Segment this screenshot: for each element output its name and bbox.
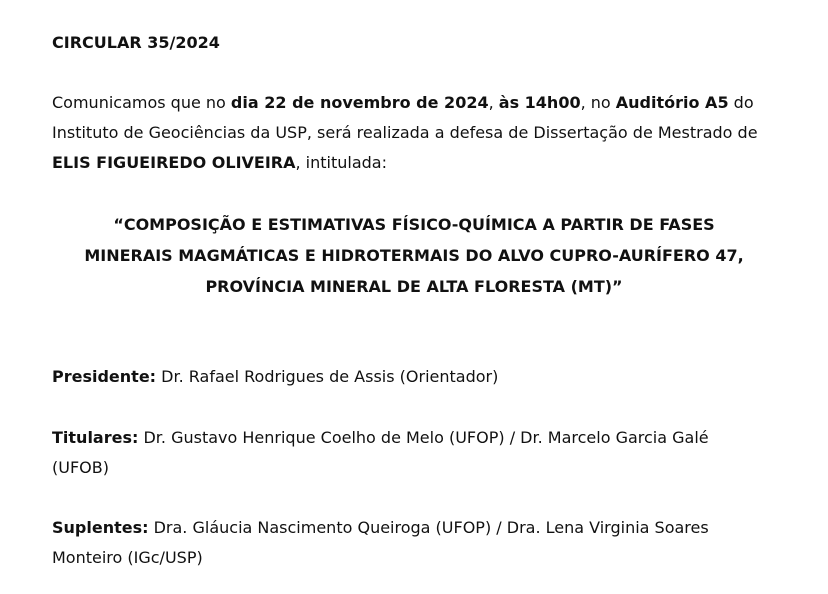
intro-text: , no	[580, 93, 616, 112]
suplentes-value-continued: Monteiro (IGc/USP)	[52, 548, 203, 567]
intro-line-1	[52, 88, 792, 118]
thesis-title-line-2: MINERAIS MAGMÁTICAS E HIDROTERMAIS DO ALVO CUPRO-AURÍFERO 47,	[84, 246, 744, 265]
committee-president	[52, 362, 792, 392]
suplentes-value: Dra. Gláucia Nascimento Queiroga (UFOP) / Dra. Lena Virginia Soares	[148, 518, 709, 537]
intro-line-2: Instituto de Geociências da USP, será realizada a defesa de Dissertação de Mestrado de	[52, 123, 758, 142]
thesis-title-line-1: “COMPOSIÇÃO E ESTIMATIVAS FÍSICO-QUÍMICA A PARTIR DE FASES	[113, 215, 715, 234]
intro-paragraph	[52, 88, 792, 178]
president-label: Presidente:	[52, 367, 157, 386]
president-value: Dr. Rafael Rodrigues de Assis (Orientador)	[156, 367, 499, 386]
committee-suplentes	[52, 513, 792, 573]
circular-heading: CIRCULAR 35/2024	[52, 33, 220, 52]
defense-venue: Auditório A5	[615, 93, 729, 112]
intro-text: do	[728, 93, 754, 112]
intro-text: Comunicamos que no	[52, 93, 231, 112]
titulares-label: Titulares:	[52, 428, 139, 447]
thesis-title-line-3: PROVÍNCIA MINERAL DE ALTA FLORESTA (MT)”	[205, 277, 623, 296]
candidate-name: ELIS FIGUEIREDO OLIVEIRA	[52, 153, 296, 172]
defense-date: dia 22 de novembro de 2024	[230, 93, 489, 112]
titulares-value-continued: (UFOB)	[52, 458, 109, 477]
committee-titulares	[52, 423, 792, 483]
intro-text: ,	[488, 93, 499, 112]
thesis-title	[0, 209, 828, 302]
defense-time: às 14h00	[498, 93, 581, 112]
intro-text: , intitulada:	[295, 153, 387, 172]
titulares-value: Dr. Gustavo Henrique Coelho de Melo (UFOP) / Dr. Marcelo Garcia Galé	[138, 428, 709, 447]
intro-line-3	[52, 148, 792, 178]
suplentes-label: Suplentes:	[52, 518, 149, 537]
